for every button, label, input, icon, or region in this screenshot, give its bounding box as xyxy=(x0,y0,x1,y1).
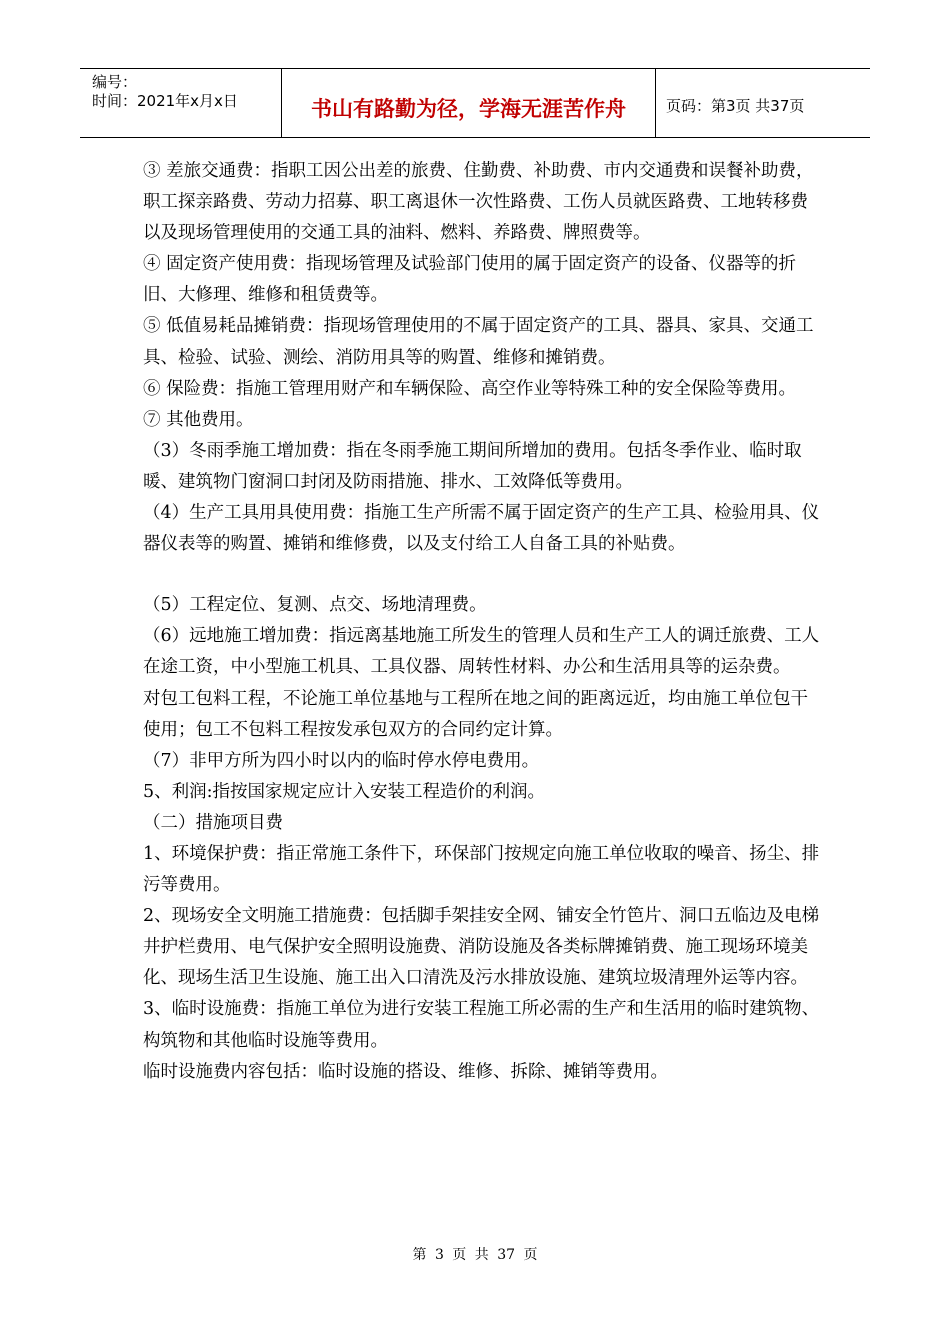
paragraph-temporary-facilities-content: 临时设施费内容包括：临时设施的搭设、维修、拆除、摊销等费用。 xyxy=(143,1061,668,1082)
paragraph-travel-expenses: ③ 差旅交通费：指职工因公出差的旅费、住勤费、补助费、市内交通费和误餐补助费，职工探亲路费、劳动力招募、职工离退休一次性路费、工伤人员就医路费、工地转移费以及现场管理使用的交通工具的油料、燃料、养路费、牌照费等。 xyxy=(143,161,814,244)
document-number-label: 编号： xyxy=(92,73,138,91)
paragraph-temporary-facilities: 3、临时设施费：指施工单位为进行安装工程施工所必需的生产和生活用的临时建筑物、构筑物和其他临时设施等费用。 xyxy=(143,999,820,1051)
header-meta xyxy=(80,69,282,137)
paragraph-profit: 5、利润:指按国家规定应计入安装工程造价的利润。 xyxy=(143,781,546,802)
paragraph-remote-construction: （6）远地施工增加费：指远离基地施工所发生的管理人员和生产工人的调迁旅费、工人在途工资，中小型施工机具、工具仪器、周转性材料、办公和生活用具等的运杂费。 xyxy=(143,626,820,678)
paragraph-tools: （4）生产工具用具使用费：指施工生产所需不属于固定资产的生产工具、检验用具、仪器仪表等的购置、摊销和维修费，以及支付给工人自备工具的补贴费。 xyxy=(143,503,820,555)
paragraph-other-expenses: ⑦ 其他费用。 xyxy=(143,409,254,430)
document-date: 时间：2021年x月x日 xyxy=(92,92,238,110)
paragraph-winter-rain: （3）冬雨季施工增加费：指在冬雨季施工期间所增加的费用。包括冬季作业、临时取暖、建筑物门窗洞口封闭及防雨措施、排水、工效降低等费用。 xyxy=(143,440,802,492)
paragraph-environment: 1、环境保护费：指正常施工条件下，环保部门按规定向施工单位收取的噪音、扬尘、排污等费用。 xyxy=(143,843,820,896)
paragraph-insurance: ⑥ 保险费：指施工管理用财产和车辆保险、高空作业等特殊工种的安全保险等费用。 xyxy=(143,378,797,399)
paragraph-water-power: （7）非甲方所为四小时以内的临时停水停电费用。 xyxy=(143,750,540,771)
paragraph-safety: 2、现场安全文明施工措施费：包括脚手架挂安全网、铺安全竹笆片、洞口五临边及电梯井护栏费用、电气保护安全照明设施费、消防设施及各类标牌摊销费、施工现场环境美化、现场生活卫生设施、施工出入口清洗及污水排放设施、建筑垃圾清理外运等内容。 xyxy=(143,906,820,989)
paragraph-gap xyxy=(143,560,823,590)
header-page-info: 页码：第3页 共37页 xyxy=(666,96,805,115)
document-body xyxy=(143,156,823,1088)
page-footer: 第 3 页 共 37 页 xyxy=(412,1247,538,1263)
paragraph-contract-terms: 对包工包料工程，不论施工单位基地与工程所在地之间的距离远近，均由施工单位包干使用；包工不包料工程按发承包双方的合同约定计算。 xyxy=(143,688,808,740)
paragraph-positioning: （5）工程定位、复测、点交、场地清理费。 xyxy=(143,595,487,616)
section-heading-measures: （二）措施项目费 xyxy=(143,812,283,833)
paragraph-fixed-assets: ④ 固定资产使用费：指现场管理及试验部门使用的属于固定资产的设备、仪器等的折旧、大修理、维修和租赁费等。 xyxy=(143,254,797,306)
paragraph-low-value-consumables: ⑤ 低值易耗品摊销费：指现场管理使用的不属于固定资产的工具、器具、家具、交通工具、检验、试验、测绘、消防用具等的购置、维修和摊销费。 xyxy=(143,316,814,368)
header-motto: 书山有路勤为径，学海无涯苦作舟 xyxy=(282,69,656,137)
page-header xyxy=(80,68,870,138)
